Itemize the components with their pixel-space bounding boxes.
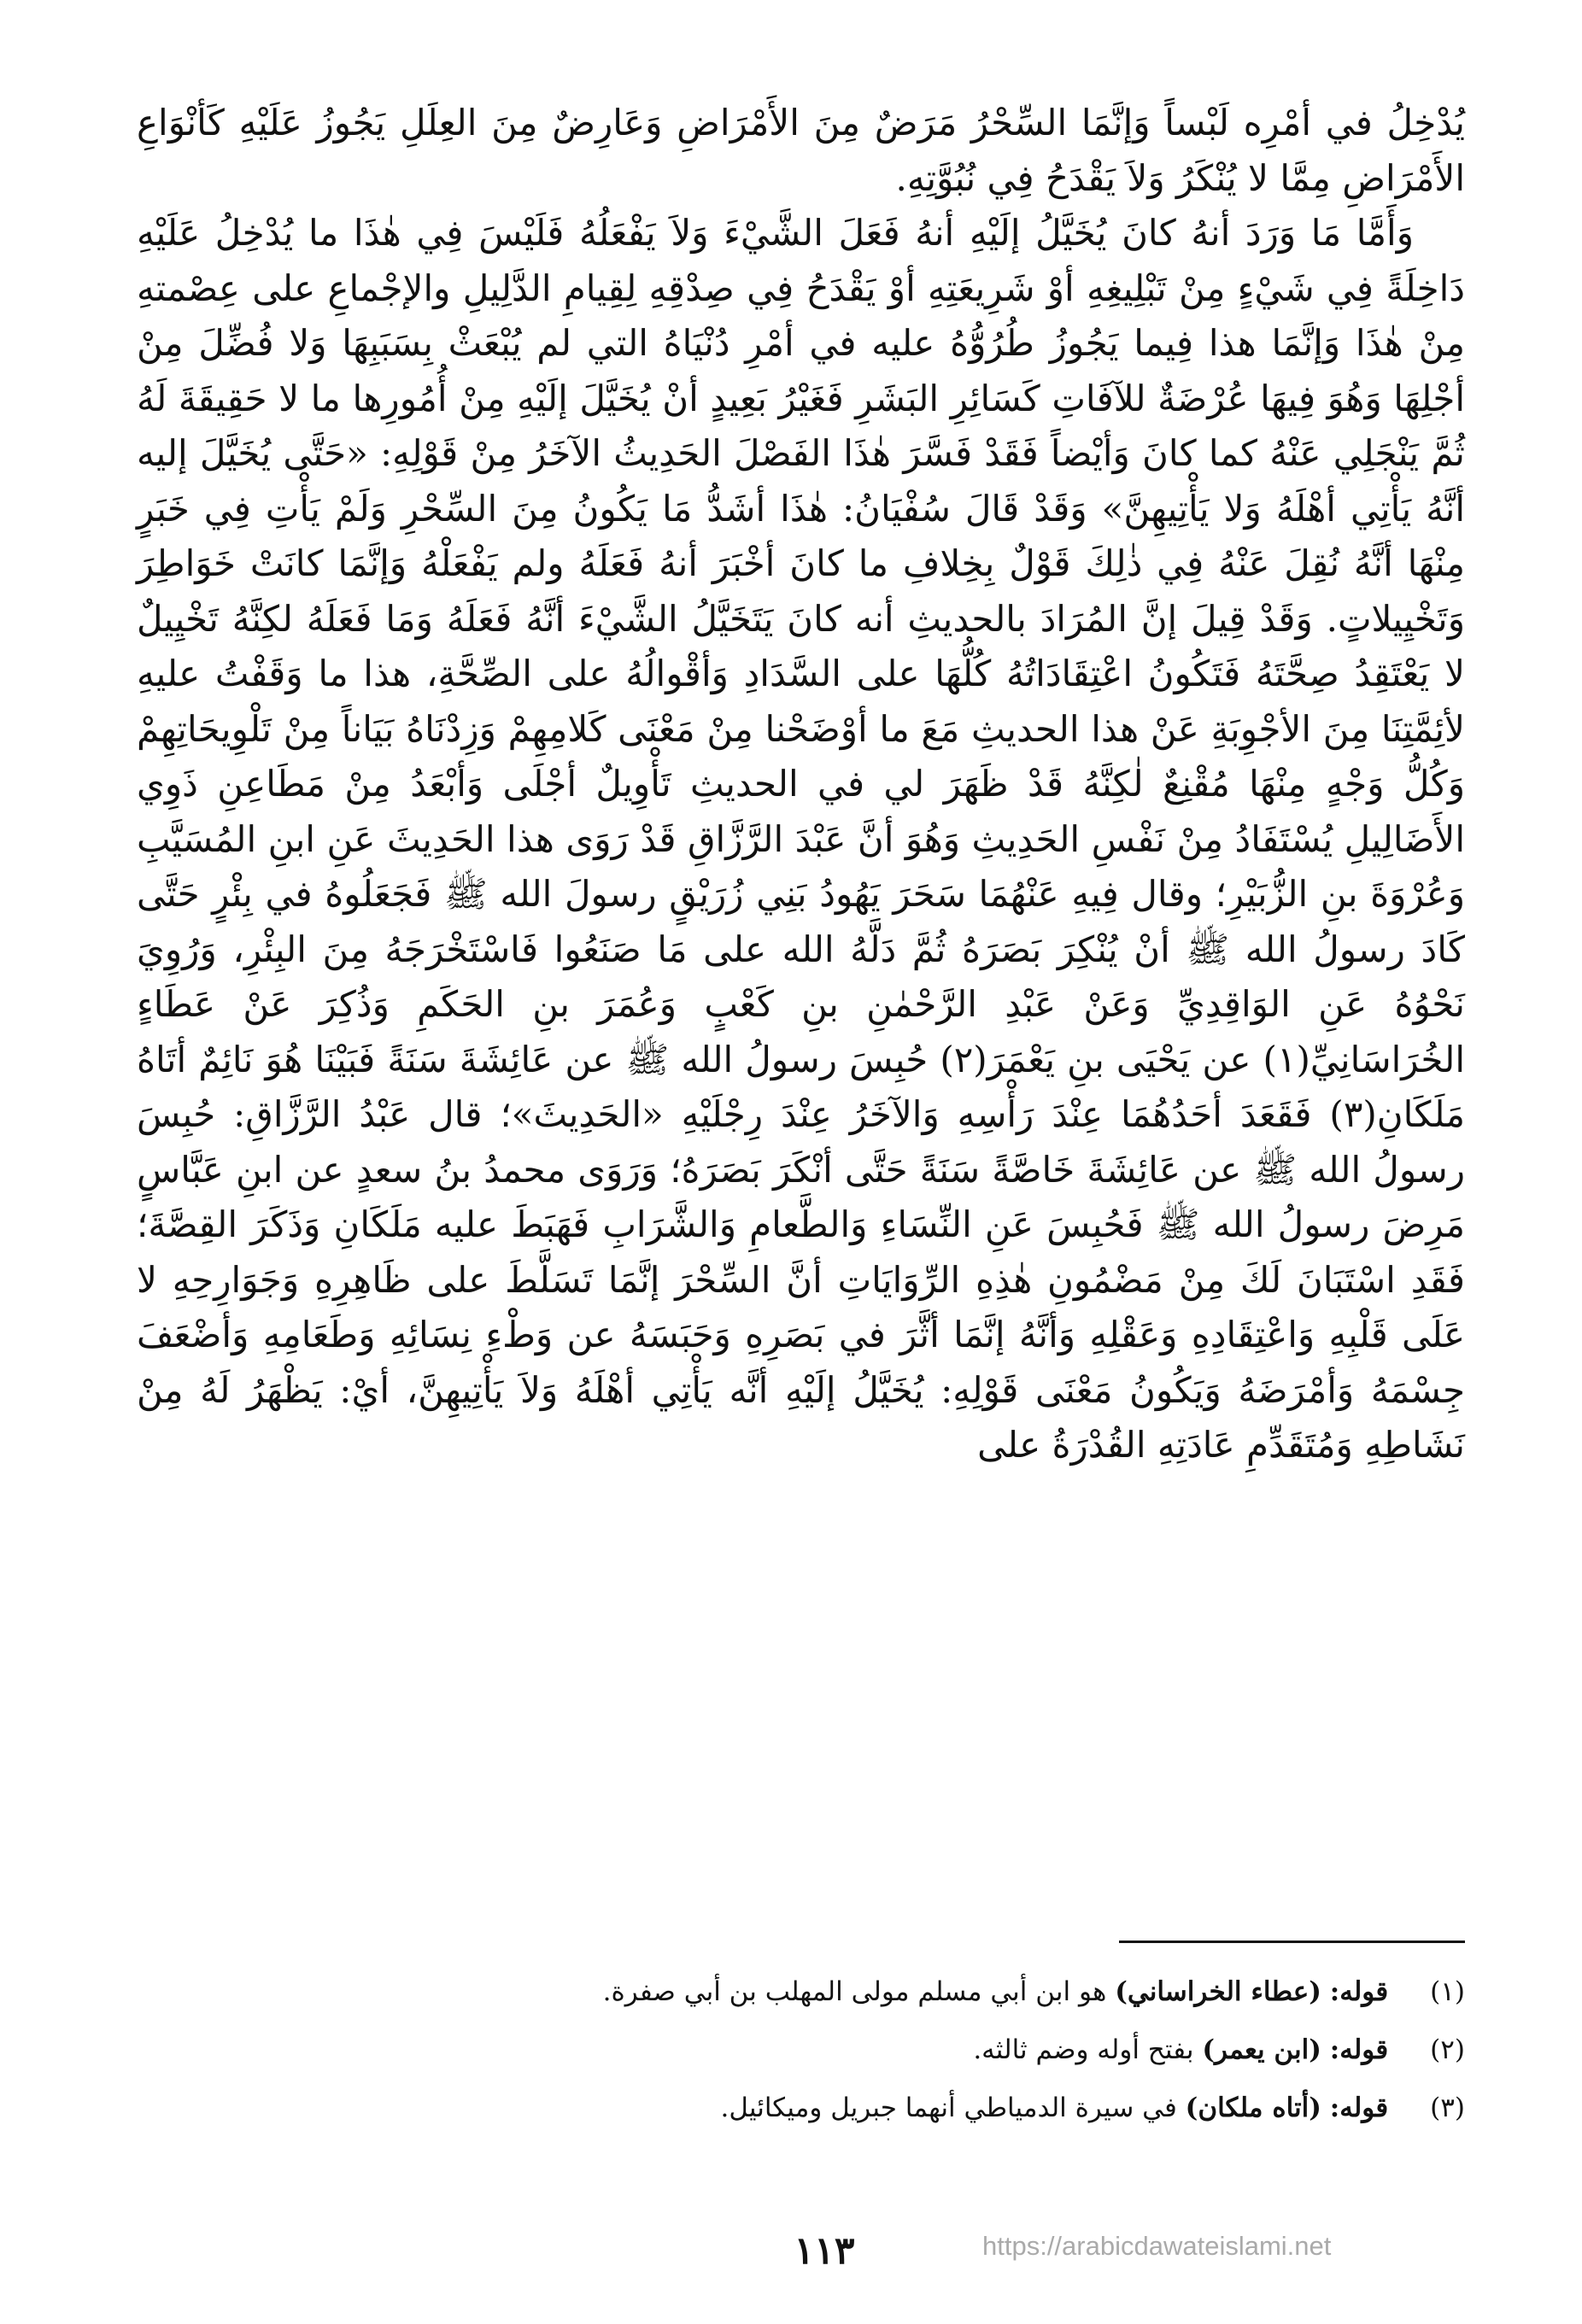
footnote-number: (٣) bbox=[1430, 2093, 1465, 2123]
footnote-label: قوله: bbox=[1329, 2034, 1389, 2065]
footnote-number: (٢) bbox=[1430, 2034, 1465, 2065]
footnote-2 bbox=[137, 2021, 1465, 2079]
footnote-3 bbox=[137, 2079, 1465, 2137]
footnote-term: (أتاه ملكان) bbox=[1185, 2093, 1321, 2123]
footnote-1 bbox=[137, 1963, 1465, 2021]
page-number: ١١٣ bbox=[794, 2229, 855, 2273]
footnote-label: قوله: bbox=[1329, 1976, 1389, 2007]
footnote-number: (١) bbox=[1430, 1976, 1465, 2007]
main-text bbox=[137, 96, 1465, 1473]
footnote-separator bbox=[1119, 1941, 1465, 1943]
footnote-term: (عطاء الخراساني) bbox=[1115, 1976, 1321, 2007]
footnote-text: هو ابن أبي مسلم مولى المهلب بن أبي صفرة. bbox=[602, 1976, 1107, 2007]
footnote-label: قوله: bbox=[1329, 2093, 1389, 2123]
footnote-term: (ابن يعمر) bbox=[1202, 2034, 1321, 2065]
paragraph-1: يُدْخِلُ في أمْرِه لَبْساً وَإنَّمَا السِّحْرُ مَرَضٌ مِنَ الأَمْرَاضِ وَعَارِضٌ مِنَ العِلَلِ يَجُوزُ عَلَيْهِ كَأنْوَاعِ الأَمْرَاضِ مِمَّا لا يُنْكَرُ وَلاَ يَقْدَحُ فِي نُبُوَّتِهِ. bbox=[137, 102, 1465, 199]
watermark-url: https://arabicdawateislami.net bbox=[982, 2231, 1332, 2261]
footnote-text: بفتح أوله وضم ثالثه. bbox=[973, 2034, 1194, 2065]
paragraph-2: وَأَمَّا مَا وَرَدَ أنهُ كانَ يُخَيَّلُ إلَيْهِ أنهُ فَعَلَ الشَّيْءَ وَلاَ يَفْعَلُهُ فَلَيْسَ فِي هٰذَا ما يُدْخِلُ عَلَيْهِ دَاخِلَةً فِي شَيْءٍ مِنْ تَبْلِيغِهِ أوْ شَرِيعَتِهِ أوْ يَقْدَحُ فِي صِدْقِهِ لِقِيامِ الدَّلِيلِ والإجْماعِ على عِصْمتهِ مِنْ هٰذَا وَإنَّمَا هذا فِيما يَجُوزُ طُرُوُّهُ عليه في أمْرِ دُنْيَاهُ التي لم يُبْعَثْ بِسَبَبِهَا وَلا فُضِّلَ مِنْ أجْلِهَا وَهُوَ فِيهَا عُرْضَةٌ للآفَاتِ كَسَائِرِ البَشَرِ فَغَيْرُ بَعِيدٍ أنْ يُخَيَّلَ إلَيْهِ مِنْ أُمُورِها ما لا حَقِيقَةَ لَهُ ثُمَّ يَنْجَلِي عَنْهُ كما كانَ وَأيْضاً فَقَدْ فَسَّرَ هٰذَا الفَصْلَ الحَدِيثُ الآخَرُ مِنْ قَوْلِهِ: «حَتَّى يُخَيَّلَ إليه أنَّهُ يَأْتِي أهْلَهُ وَلا يَأْتِيهِنَّ» وَقَدْ قَالَ سُفْيَانُ: هٰذَا أشَدُّ مَا يَكُونُ مِنَ السِّحْرِ وَلَمْ يَأْتِ فِي خَبَرٍ مِنْهَا أنَّهُ نُقِلَ عَنْهُ فِي ذٰلِكَ قَوْلٌ بِخِلافِ ما كانَ أخْبَرَ أنهُ فَعَلَهُ ولم يَفْعَلْهُ وَإنَّمَا كانَتْ خَوَاطِرَ وَتَخْيِيلاتٍ. وَقَدْ قِيلَ إنَّ المُرَادَ بالحديثِ أنه كانَ يَتَخَيَّلُ الشَّيْءَ أنَّهُ فَعَلَهُ وَمَا فَعَلَهُ لكِنَّهُ تَخْيِيلٌ لا يَعْتَقِدُ صِحَّتَهُ فَتَكُونُ اعْتِقَادَاتُهُ كُلُّهَا على السَّدَادِ وَأقْوالُهُ على الصِّحَّةِ، هذا ما وَقَفْتُ عليهِ لأئِمَّتِنَا مِنَ الأجْوِبَةِ عَنْ هذا الحديثِ مَعَ ما أوْضَحْنا مِنْ مَعْنَى كَلامِهِمْ وَزِدْنَاهُ بَيَاناً مِنْ تَلْوِيحَاتِهِمْ وَكُلُّ وَجْهٍ مِنْهَا مُقْنِعٌ لٰكِنَّهُ قَدْ ظَهَرَ لي في الحديثِ تَأْوِيلٌ أجْلَى وَأبْعَدُ مِنْ مَطَاعِنِ ذَوِي الأَضَالِيلِ يُسْتَفَادُ مِنْ نَفْسِ الحَدِيثِ وَهُوَ أنَّ عَبْدَ الرَّزَّاقِ قَدْ رَوَى هذا الحَدِيثَ عَنِ ابنِ المُسَيَّبِ وَعُرْوَةَ بنِ الزُّبَيْرِ؛ وقال فِيهِ عَنْهُمَا سَحَرَ يَهُودُ بَنِي زُرَيْقٍ رسولَ الله ﷺ فَجَعَلُوهُ في بِئْرٍ حَتَّى كَادَ رسولُ الله ﷺ أنْ يُنْكِرَ بَصَرَهُ ثُمَّ دَلَّهُ الله على مَا صَنَعُوا فَاسْتَخْرَجَهُ مِنَ البِئْرِ، وَرُوِيَ نَحْوُهُ عَنِ الوَاقِدِيِّ وَعَنْ عَبْدِ الرَّحْمٰنِ بنِ كَعْبٍ وَعُمَرَ بنِ الحَكَمِ وَذُكِرَ عَنْ عَطَاءٍ الخُرَاسَانِيِّ(١) عن يَحْيَى بنِ يَعْمَرَ(٢) حُبِسَ رسولُ الله ﷺ عن عَائِشَةَ سَنَةً فَبَيْنَا هُوَ نَائِمٌ أتَاهُ مَلَكَانِ(٣) فَقَعَدَ أحَدُهُمَا عِنْدَ رَأْسِهِ وَالآخَرُ عِنْدَ رِجْلَيْهِ «الحَدِيثَ»؛ قال عَبْدُ الرَّزَّاقِ: حُبِسَ رسولُ الله ﷺ عن عَائِشَةَ خَاصَّةً سَنَةً حَتَّى أنْكَرَ بَصَرَهُ؛ وَرَوَى محمدُ بنُ سعدٍ عن ابنِ عَبَّاسٍ مَرِضَ رسولُ الله ﷺ فَحُبِسَ عَنِ النِّسَاءِ وَالطَّعامِ وَالشَّرَابِ فَهَبَطَ عليه مَلَكَانِ وَذَكَرَ القِصَّةَ؛ فَقَدِ اسْتَبَانَ لَكَ مِنْ مَضْمُونِ هٰذِهِ الرِّوَايَاتِ أنَّ السِّحْرَ إنَّمَا تَسَلَّطَ على ظَاهِرِهِ وَجَوَارِحِهِ لا عَلَى قَلْبِهِ وَاعْتِقَادِهِ وَعَقْلِهِ وَأنَّهُ إنَّمَا أثَّرَ في بَصَرِهِ وَحَبَسَهُ عن وَطْءِ نِسَائِهِ وَطَعَامِهِ وَأضْعَفَ جِسْمَهُ وَأمْرَضَهُ وَيَكُونُ مَعْنَى قَوْلِهِ: يُخَيَّلُ إلَيْهِ أنَّه يَأْتِي أهْلَهُ وَلاَ يَأْتِيهِنَّ، أيْ: يَظْهَرُ لَهُ مِنْ نَشَاطِهِ وَمُتَقَدِّمِ عَادَتِهِ القُدْرَةُ على bbox=[137, 212, 1465, 1466]
footnote-text: في سيرة الدمياطي أنهما جبريل وميكائيل. bbox=[720, 2093, 1177, 2123]
footnotes bbox=[137, 1963, 1465, 2137]
